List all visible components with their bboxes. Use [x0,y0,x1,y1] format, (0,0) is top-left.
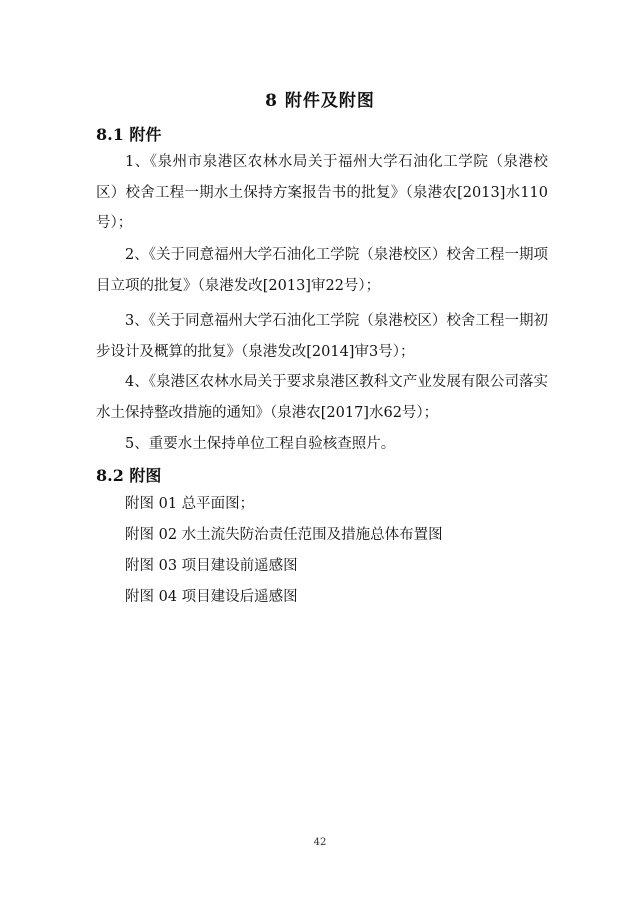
attachment-item-1: 1、《泉州市泉港区农林水局关于福州大学石油化工学院（泉港校区）校舍工程一期水土保持方案报告书的批复》（泉港农[2013]水110号）； [96,154,548,231]
page-number: 42 [313,837,327,848]
section-heading-attachments: 8.1 附件 [96,125,162,144]
section-heading-figures: 8.2 附图 [96,466,162,485]
figure-item-4: 附图 04 项目建设后遥感图 [125,589,298,605]
attachment-item-4: 4、《泉港区农林水局关于要求泉港区教科文产业发展有限公司落实水土保持整改措施的通知》（泉港农[2017]水62号）； [96,374,548,421]
chapter-title: 8 附件及附图 [265,91,375,111]
figure-item-1: 附图 01 总平面图； [125,496,255,512]
figure-item-3: 附图 03 项目建设前遥感图 [125,558,298,574]
attachment-item-3: 3、《关于同意福州大学石油化工学院（泉港校区）校舍工程一期初步设计及概算的批复》（泉港发改[2014]审3号）； [96,313,548,360]
attachment-item-2: 2、《关于同意福州大学石油化工学院（泉港校区）校舍工程一期项目立项的批复》（泉港发改[2013]审22号）； [96,247,548,294]
figure-item-2: 附图 02 水土流失防治责任范围及措施总体布置图 [125,527,443,543]
attachment-item-5: 5、重要水土保持单位工程自验核查照片。 [125,436,396,452]
